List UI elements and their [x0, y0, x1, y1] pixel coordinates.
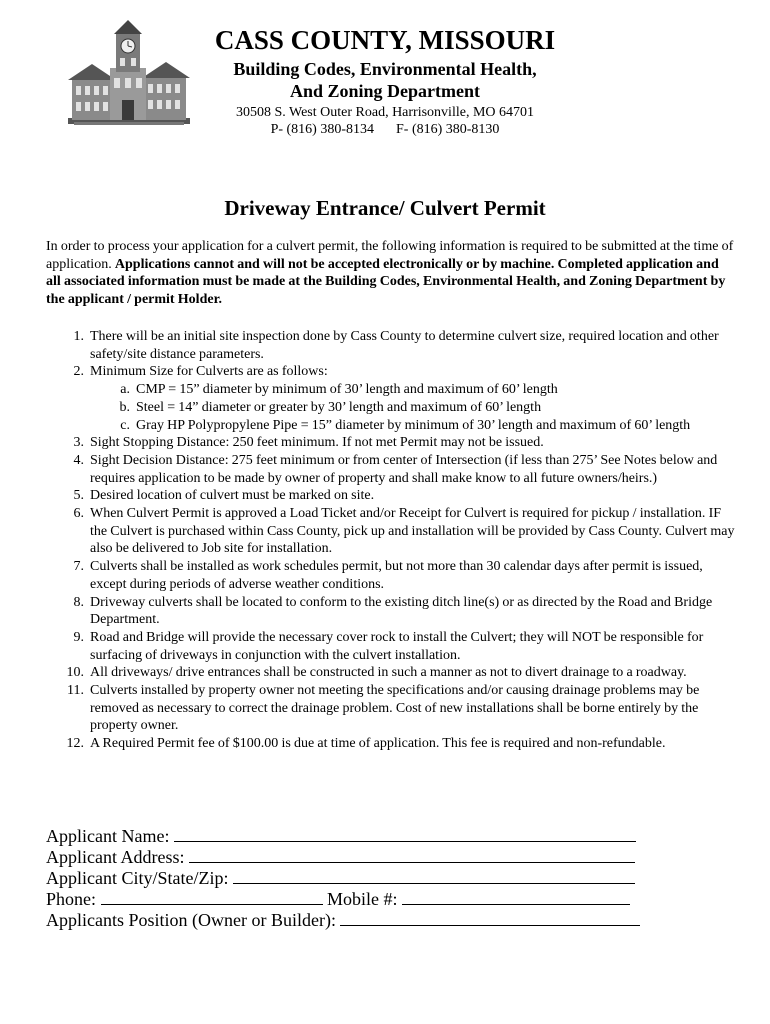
applicant-address-line[interactable]	[189, 847, 635, 863]
requirement-text: A Required Permit fee of $100.00 is due at time of application. This fee is required and non-refundable.	[90, 736, 666, 752]
requirement-number: 11.	[67, 683, 84, 699]
intro-text: In order to process your application for a culvert permit, the following information is required to be submitted at the time of application.	[46, 239, 734, 272]
requirement-text: Sight Decision Distance: 275 feet minimum or from center of Intersection (if less than 275’ See Notes below and requires application to be made by owner of property and shall make know to all future owners/heirs.)	[90, 452, 718, 486]
requirement-number: 4.	[73, 452, 84, 468]
requirement-item	[46, 594, 736, 629]
applicant-name-line[interactable]	[174, 826, 636, 842]
requirement-text: Sight Stopping Distance: 250 feet minimum. If not met Permit may not be issued.	[90, 435, 544, 451]
culvert-size-item	[90, 381, 736, 399]
applicant-fields	[46, 826, 736, 931]
requirement-item	[46, 505, 736, 558]
department-line-2: And Zoning Department	[289, 81, 481, 101]
courthouse-logo	[64, 18, 194, 130]
requirement-number: 2.	[73, 364, 84, 380]
county-name: CASS COUNTY, MISSOURI	[214, 25, 556, 55]
culvert-size-item	[90, 417, 736, 435]
contact-info	[190, 104, 580, 138]
requirement-text: Driveway culverts shall be located to conform to the existing ditch line(s) or as directed by the Road and Bridge Department.	[90, 594, 713, 628]
applicant-position-line[interactable]	[340, 910, 640, 926]
phone-number: P- (816) 380-8134	[270, 122, 374, 137]
requirement-text: There will be an initial site inspection done by Cass County to determine culvert size, required location and other safety/site distance parameters.	[90, 329, 719, 362]
applicant-city-row	[46, 868, 736, 889]
applicant-position-label: Applicants Position (Owner or Builder):	[46, 910, 336, 930]
phone-label: Phone:	[46, 889, 97, 909]
intro-paragraph	[46, 238, 736, 309]
requirement-number: 1.	[73, 329, 84, 344]
requirement-item	[46, 452, 736, 487]
applicant-name-label: Applicant Name:	[46, 826, 170, 846]
requirement-item	[46, 735, 736, 753]
culvert-size-letter: c.	[120, 417, 130, 433]
mobile-line[interactable]	[402, 889, 630, 905]
requirement-text: Road and Bridge will provide the necessary cover rock to install the Culvert; they will NOT be responsible for surfacing of driveways in conjunction with the culvert installation.	[90, 629, 704, 663]
requirement-item	[46, 629, 736, 664]
phone-fax-line	[190, 121, 580, 138]
requirement-item	[46, 363, 736, 434]
requirement-text: Culverts installed by property owner not meeting the specifications and/or causing drainage problems may be removed as necessary to correct the drainage problem. Cost of new installations shall be borne entirely by the property owner.	[90, 683, 700, 734]
applicant-city-label: Applicant City/State/Zip:	[46, 868, 229, 888]
department-name	[190, 58, 580, 102]
culvert-size-letter: a.	[120, 382, 130, 398]
requirement-item	[46, 487, 736, 505]
culvert-size-text: Gray HP Polypropylene Pipe = 15” diameter by minimum of 30’ length and maximum of 60’ length	[136, 417, 691, 433]
requirement-number: 8.	[73, 594, 84, 610]
requirement-item	[46, 558, 736, 593]
applicant-address-row	[46, 847, 736, 868]
requirement-text: Desired location of culvert must be marked on site.	[90, 488, 375, 504]
requirement-text: Culverts shall be installed as work schedules permit, but not more than 30 calendar days after permit is issued, except during periods of adverse weather conditions.	[90, 559, 703, 592]
culvert-size-letter: b.	[119, 399, 130, 415]
phone-row	[46, 889, 736, 910]
requirement-number: 7.	[73, 559, 84, 575]
requirement-number: 3.	[73, 435, 84, 451]
requirement-text: When Culvert Permit is approved a Load Ticket and/or Receipt for Culvert is required for pickup / installation. IF the Culvert is purchased within Cass County, pick up and installation will be provided by Cass County. Culvert may also be delivered to Job site for installation.	[90, 506, 735, 557]
requirement-text: All driveways/ drive entrances shall be constructed in such a manner as not to divert drainage to a roadway.	[90, 665, 687, 681]
applicant-address-label: Applicant Address:	[46, 847, 185, 867]
requirement-item	[46, 328, 736, 363]
phone-line[interactable]	[101, 889, 323, 905]
requirement-item	[46, 682, 736, 735]
mobile-label: Mobile #:	[327, 889, 398, 909]
requirements-list	[46, 328, 736, 753]
requirement-number: 5.	[73, 488, 84, 504]
intro-bold-notice: Applications cannot and will not be accepted electronically or by machine. Completed application and all associated information must be made at the Building Codes, Environmental Health, and Zoning Department by the applicant / permit Holder.	[46, 256, 726, 308]
applicant-name-row	[46, 826, 736, 847]
department-line-1: Building Codes, Environmental Health,	[233, 59, 537, 79]
culvert-size-list	[90, 381, 736, 434]
form-title: Driveway Entrance/ Culvert Permit	[224, 196, 546, 220]
requirement-text: Minimum Size for Culverts are as follows:	[90, 364, 328, 380]
culvert-size-item	[90, 399, 736, 417]
requirement-number: 6.	[73, 506, 84, 522]
requirement-item	[46, 664, 736, 682]
requirement-number: 12.	[66, 736, 84, 752]
culvert-size-text: Steel = 14” diameter or greater by 30’ length and maximum of 60’ length	[136, 399, 542, 415]
street-address: 30508 S. West Outer Road, Harrisonville, MO 64701	[235, 105, 535, 120]
applicant-city-line[interactable]	[233, 868, 635, 884]
culvert-size-text: CMP = 15” diameter by minimum of 30’ length and maximum of 60’ length	[136, 382, 558, 398]
fax-number: F- (816) 380-8130	[396, 122, 500, 137]
applicant-position-row	[46, 910, 736, 931]
requirement-number: 9.	[73, 629, 84, 645]
requirement-item	[46, 434, 736, 452]
requirement-number: 10.	[66, 665, 84, 681]
